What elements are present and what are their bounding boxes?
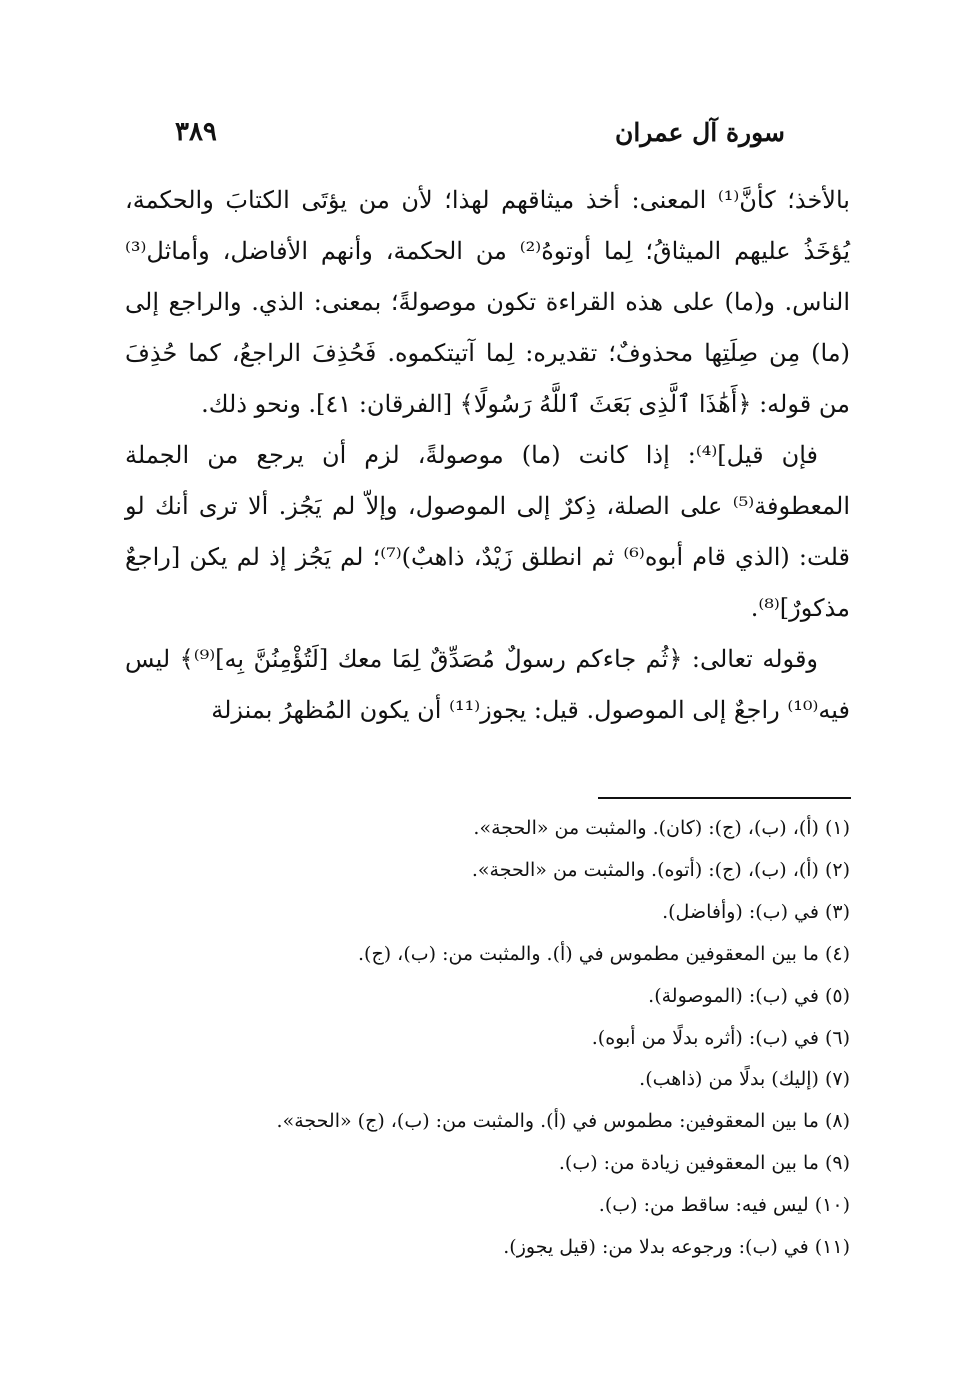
footnote-text: ما بين المعقوفين مطموس في (أ). والمثبت من: (ب)، (ج).: [358, 942, 819, 965]
footnote-number: (٦): [824, 1026, 850, 1049]
footnote-number: (٣): [824, 900, 850, 923]
footnote-number: (١٠): [814, 1194, 850, 1217]
footnote-3: [125, 892, 850, 934]
footnote-4: [125, 934, 850, 976]
footnote-text: (إليك) بدلًا من (ذاهب).: [639, 1068, 819, 1091]
footnote-text: ما بين المعقوفين: مطموس في (أ). والمثبت من: (ب)، (ج) «الحجة».: [276, 1110, 819, 1133]
footnote-text: ما بين المعقوفين زيادة من: (ب).: [558, 1152, 819, 1175]
footnote-7: [125, 1059, 850, 1101]
footnote-number: (٤): [824, 942, 850, 965]
footnote-number: (٩): [824, 1152, 850, 1175]
footnote-5: [125, 976, 850, 1018]
footnote-11: [125, 1227, 850, 1269]
footnote-text: (أ)، (ب)، (ج): (أتوه). والمثبت من «الحجة».: [471, 858, 819, 881]
footnote-text: (أ)، (ب)، (ج): (كان). والمثبت من «الحجة».: [473, 817, 819, 839]
footnote-number: (١): [824, 817, 850, 839]
footnote-number: (١١): [814, 1236, 850, 1259]
footnote-text: في (ب): (الموصولة).: [648, 984, 819, 1007]
paragraph-2: فإن قيل]⁽⁴⁾: إذا كانت (ما) موصولةً، لزم أن يرجع من الجملة المعطوفة⁽⁵⁾ على الصلة، ذِكرٌ إلى الموصول، وإلاّ لم يَجُز. ألا ترى أنك لو قلت: (الذي قام أبوه⁽⁶⁾ ثم انطلق زَيْدٌ، ذاهبٌ)⁽⁷⁾؛ لم يَجُز إذ لم يكن [راجعٌ مذكورٌ]⁽⁸⁾.: [125, 441, 850, 622]
page-header: [175, 112, 785, 152]
footnote-number: (٢): [824, 858, 850, 881]
footnote-text: في (ب): ورجوعه بدلا من: (قيل يجوز).: [503, 1236, 809, 1259]
footnotes: [125, 808, 850, 1269]
footnote-8: [125, 1101, 850, 1143]
footnote-6: [125, 1018, 850, 1060]
footnote-1: [125, 808, 850, 850]
footnote-text: في (ب): (وأفاضل).: [662, 900, 819, 923]
footnote-number: (٧): [824, 1068, 850, 1091]
footnote-text: في (ب): (أثره بدلًا من أبوه).: [591, 1026, 819, 1049]
footnote-2: [125, 850, 850, 892]
page-number: ٣٨٩: [175, 117, 217, 147]
footnote-9: [125, 1143, 850, 1185]
footnote-separator: [598, 797, 851, 799]
main-text: [125, 175, 850, 736]
paragraph-1: بالأخذ؛ كأنَّ⁽¹⁾ المعنى: أخذ ميثاقهم لهذا؛ لأن من يؤتَى الكتابَ والحكمة، يُؤخَذُ عليهم الميثاقُ؛ لِما أوتوهُ⁽²⁾ من الحكمة، وأنهم الأفاضل، وأماثل⁽³⁾ الناس. و(ما) على هذه القراءة تكون موصولةً؛ بمعنى: الذي. والراجع إلى (ما) مِن صِلَتِها محذوفٌ؛ تقديره: لِما آتيتكموه. فَحُذِفَ الراجعُ، كما حُذِفَ من قوله: ﴿أَهَٰذَا ٱلَّذِى بَعَثَ ٱللَّهُ رَسُولًا﴾ [الفرقان: ٤١]. ونحو ذلك.: [125, 186, 851, 418]
paragraph-3: وقوله تعالى: ﴿ثُم جاءكم رسولٌ مُصَدِّقٌ لِمَا معك [لَتُؤْمِنُنَّ بِه]⁽⁹⁾﴾ ليس فيه⁽¹⁰⁾ راجعٌ إلى الموصول. قيل: يجوز⁽¹¹⁾ أن يكون المُظهرُ بمنزلة: [125, 645, 850, 724]
footnote-number: (٥): [824, 984, 850, 1007]
footnote-number: (٨): [824, 1110, 850, 1133]
surah-title: سورة آل عمران: [614, 117, 785, 147]
footnote-text: ليس فيه: ساقط من: (ب).: [598, 1194, 809, 1217]
footnote-10: [125, 1185, 850, 1227]
